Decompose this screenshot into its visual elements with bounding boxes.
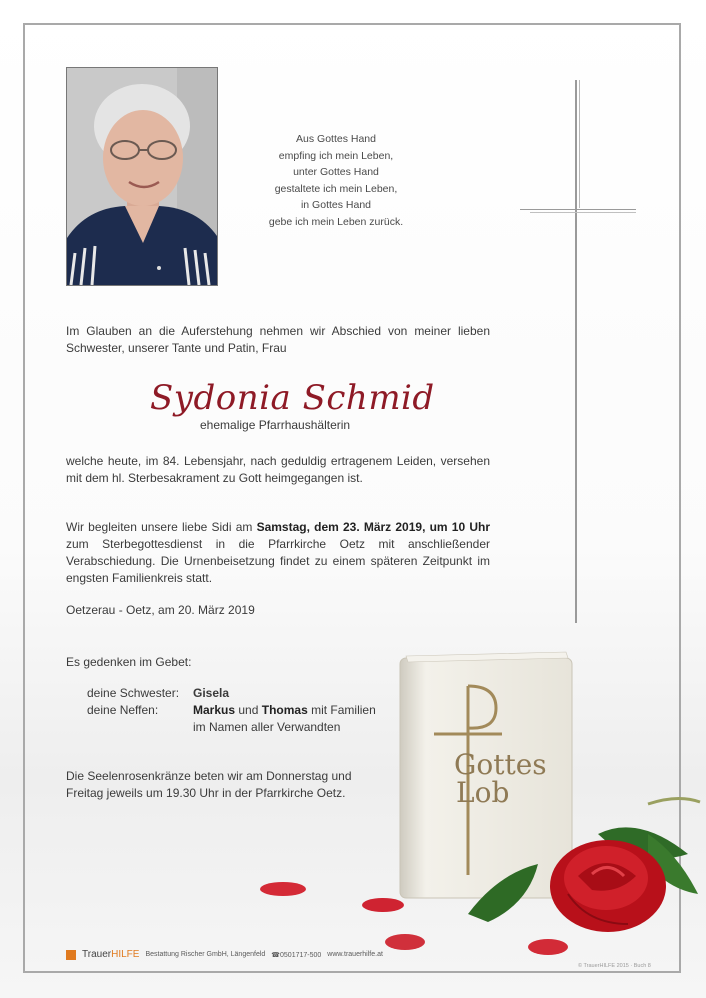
service-text [66,519,490,587]
poem-line: gebe ich mein Leben zurück. [268,215,404,228]
brand-name-b: HILFE [111,949,140,960]
rosary-text: Die Seelenrosenkränze beten wir am Donnerstag und Freitag jeweils um 19.30 Uhr in der Pfarrkirche Oetz. [66,769,352,800]
company-name: Bestattung Rischer GmbH, Längenfeld [145,951,266,958]
rose-petal-icon [360,896,406,914]
intro-text: Im Glauben an die Auferstehung nehmen wir Abschied von meiner lieben Schwester, unserer Tante und Patin, Frau [66,324,490,355]
poem-line: unter Gottes Hand [293,166,379,178]
portrait-photo [66,67,218,286]
rose-illustration [468,794,704,944]
service-text-pre: Wir begleiten unsere liebe Sidi am [66,520,257,534]
poem-line: empfing ich mein Leben, [278,149,394,162]
book-title-line2: Lob [456,776,510,809]
rose-petal-icon [383,932,427,952]
deceased-name: Sydonia Schmid [150,378,435,418]
sister-name: Gisela [193,686,230,700]
phone-number: ☎0501717-500 [271,951,322,959]
death-notice-text: welche heute, im 84. Lebensjahr, nach geduldig ertragenem Leiden, versehen mit dem hl. Sterbesakrament zu Gott heimgegangen ist. [66,454,490,485]
poem-line: in Gottes Hand [300,199,372,211]
cross-horizontal-bar [520,209,636,210]
sister-label: deine Schwester: [87,686,180,700]
nephew-name: Thomas [261,703,308,717]
cross-horizontal-bar-thin [530,212,636,213]
nephew-name: Markus [193,703,236,717]
brand-name [82,949,139,960]
deceased-occupation: ehemalige Pfarrhaushälterin [200,418,351,432]
poem-line: gestaltete ich mein Leben, [274,182,398,195]
rose-petal-icon [526,936,570,958]
cross-vertical-bar-thin [579,80,580,208]
rose-petal-icon [258,880,308,898]
poem-line: Aus Gottes Hand [296,133,376,145]
trauerhilfe-logo-icon [66,950,76,960]
place-date: Oetzerau - Oetz, am 20. März 2019 [66,603,255,617]
conjunction: und [235,703,262,717]
remember-heading: Es gedenken im Gebet: [66,655,192,669]
service-date: Samstag, dem 23. März 2019, um 10 Uhr [256,520,490,534]
website: www.trauerhilfe.at [327,951,383,958]
book-title-line1: Gottes [454,748,547,781]
copyright: © TrauerHILFE 2015 · Buch 8 [578,963,651,969]
with-families: mit Familien [307,703,376,717]
poem [238,131,434,230]
all-relatives: im Namen aller Verwandten [193,720,341,734]
portrait-illustration [67,68,217,285]
brand-name-a: Trauer [82,949,112,960]
nephews-names [193,702,376,719]
rose-icon [468,794,704,944]
service-text-post: zum Sterbegottesdienst in die Pfarrkirche Oetz mit anschließender Verabschiedung. Die Urnenbeisetzung findet zu einem späteren Zeitpunkt im engsten Familienkreis statt. [66,537,490,585]
cross-vertical-bar [575,80,577,623]
nephews-label: deine Neffen: [87,703,159,717]
footer [66,949,383,960]
